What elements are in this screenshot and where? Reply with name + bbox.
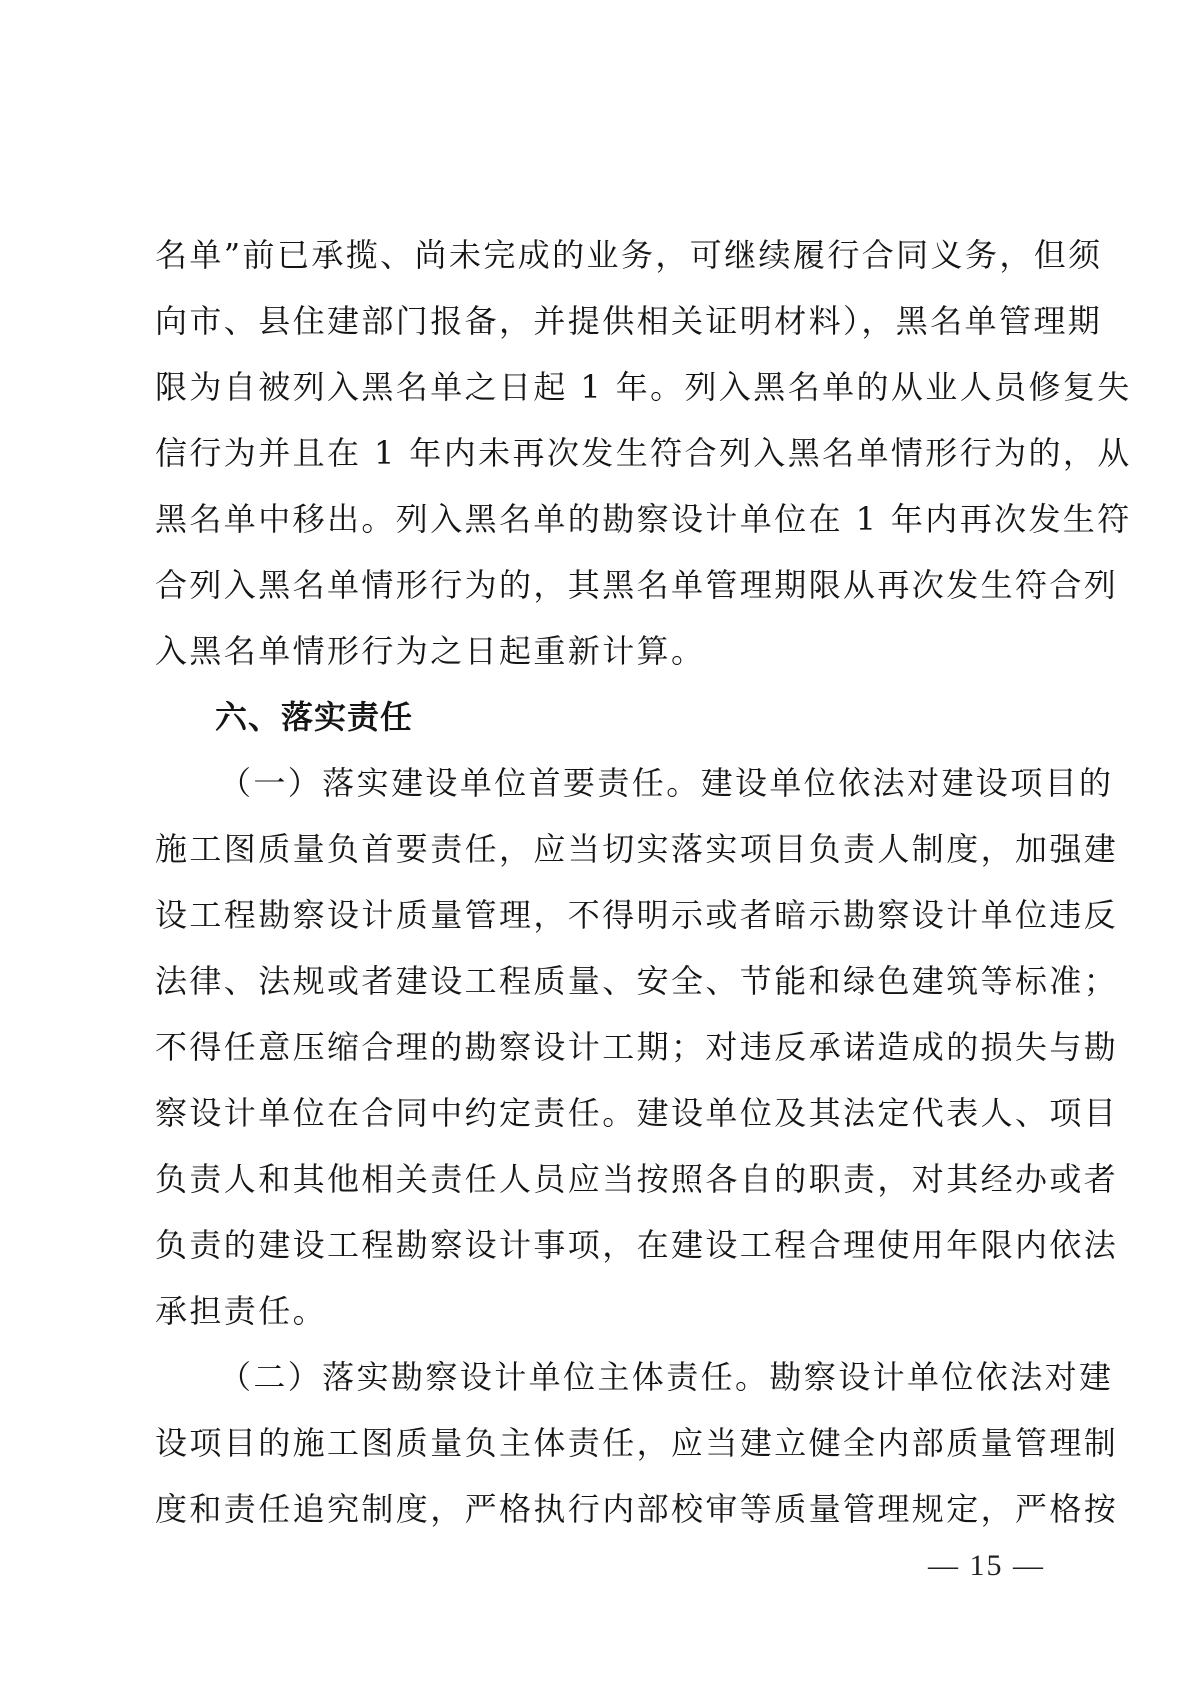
- paragraph-line: 入黑名单情形行为之日起重新计算。: [155, 632, 706, 670]
- paragraph-line: 名单”前已承揽、尚未完成的业务，可继续履行合同义务，但须: [155, 236, 1103, 274]
- section-heading: 六、落实责任: [215, 698, 414, 736]
- paragraph-line: 承担责任。: [155, 1292, 328, 1330]
- paragraph-line: 施工图质量负首要责任，应当切实落实项目负责人制度，加强建: [155, 830, 1119, 868]
- paragraph-line: 察设计单位在合同中约定责任。建设单位及其法定代表人、项目: [155, 1094, 1119, 1132]
- paragraph-line: 度和责任追究制度，严格执行内部校审等质量管理规定，严格按: [155, 1490, 1119, 1528]
- paragraph-line: 设工程勘察设计质量管理，不得明示或者暗示勘察设计单位违反: [155, 896, 1119, 934]
- paragraph-line: 合列入黑名单情形行为的，其黑名单管理期限从再次发生符合列: [155, 566, 1119, 604]
- page-number: — 15 —: [928, 1549, 1045, 1582]
- body-text: [155, 222, 1132, 1542]
- paragraph-line: 向市、县住建部门报备，并提供相关证明材料），黑名单管理期: [155, 302, 1103, 340]
- paragraph-line: 不得任意压缩合理的勘察设计工期；对违反承诺造成的损失与勘: [155, 1028, 1119, 1066]
- subsection-1-title-line: （一）落实建设单位首要责任。建设单位依法对建设项目的: [219, 764, 1114, 802]
- paragraph-line: 负责的建设工程勘察设计事项，在建设工程合理使用年限内依法: [155, 1226, 1119, 1264]
- subsection-2-title-line: （二）落实勘察设计单位主体责任。勘察设计单位依法对建: [219, 1358, 1114, 1396]
- paragraph-line: 限为自被列入黑名单之日起 1 年。列入黑名单的从业人员修复失: [155, 368, 1132, 406]
- paragraph-line: 设项目的施工图质量负主体责任，应当建立健全内部质量管理制: [155, 1424, 1119, 1462]
- paragraph-line: 信行为并且在 1 年内未再次发生符合列入黑名单情形行为的，从: [155, 434, 1132, 472]
- paragraph-line: 法律、法规或者建设工程质量、安全、节能和绿色建筑等标准；: [155, 962, 1119, 1000]
- paragraph-line: 负责人和其他相关责任人员应当按照各自的职责，对其经办或者: [155, 1160, 1119, 1198]
- paragraph-line: 黑名单中移出。列入黑名单的勘察设计单位在 1 年内再次发生符: [155, 500, 1132, 538]
